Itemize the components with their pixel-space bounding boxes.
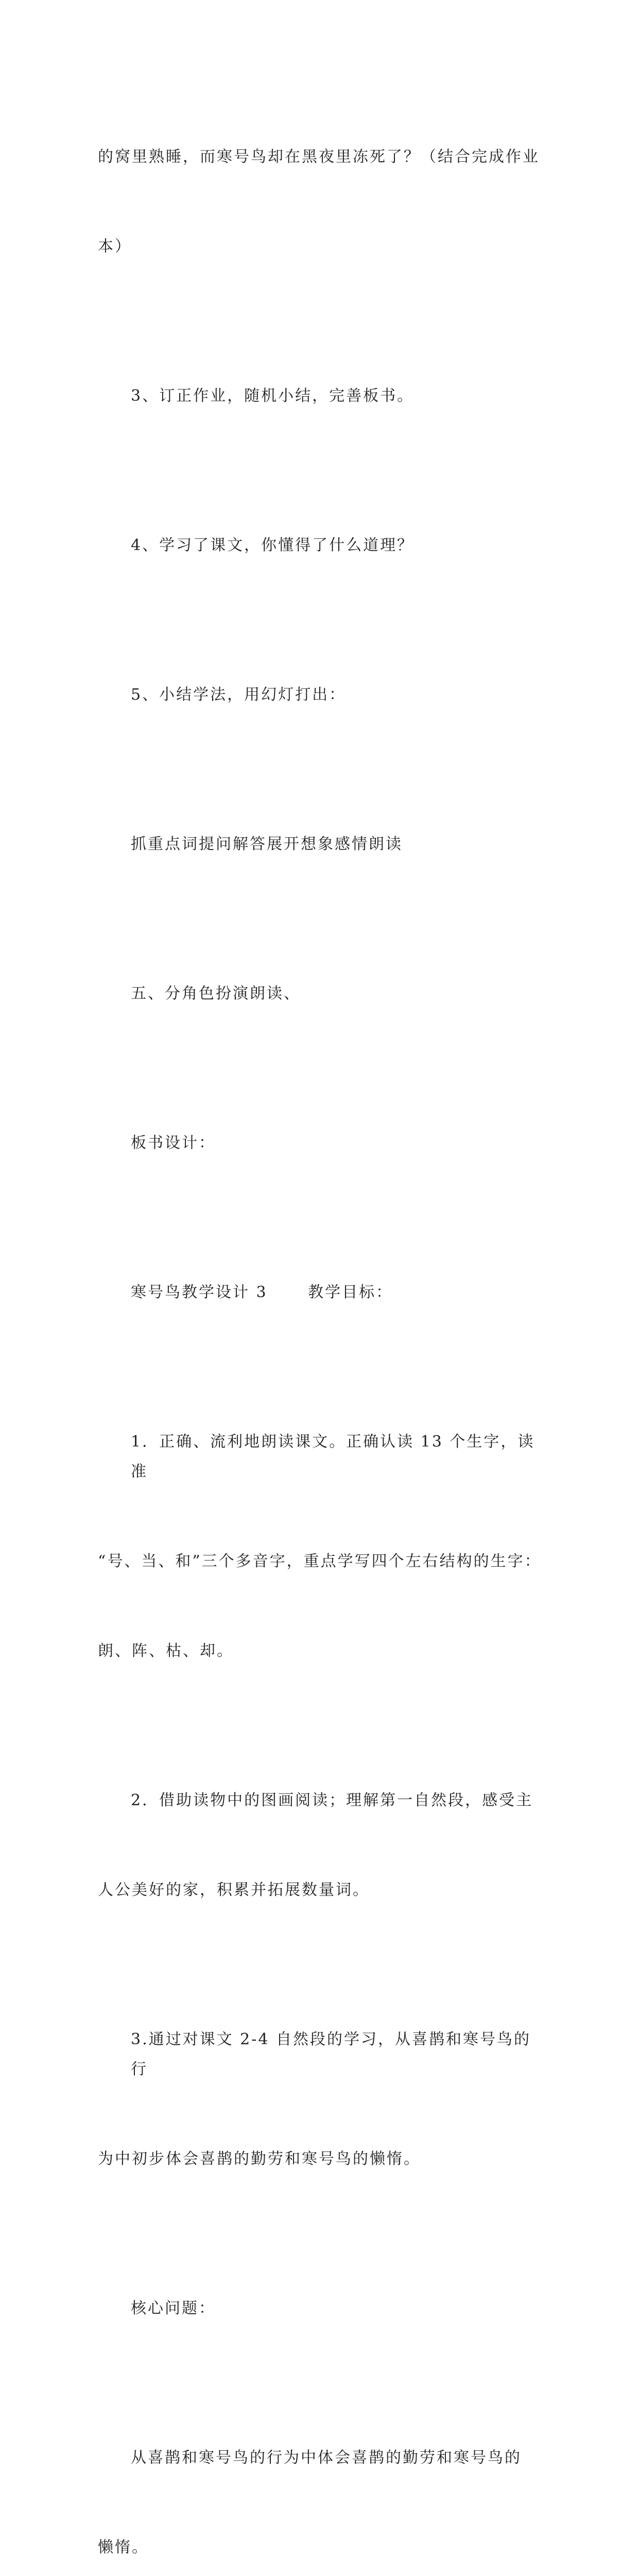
text-line: 懒惰。 [98,2538,149,2556]
text-line: “号、当、和”三个多音字，重点学写四个左右结构的生字： [98,1552,542,1570]
text-line: 为中初步体会喜鹊的勤劳和寒号鸟的懒惰。 [98,2150,421,2168]
text-line: 2．借助读物中的图画阅读；理解第一自然段，感受主 [131,1791,533,1809]
paragraph-4 [98,620,543,770]
paragraph-3 [98,471,543,620]
paragraph-8 [98,1218,543,1367]
text-line: 3.通过对课文 2-4 自然段的学习，从喜鹊和寒号鸟的行 [131,2030,531,2078]
text-line: 本） [98,238,132,256]
text-line: 核心问题： [131,2299,216,2317]
paragraph-13 [98,2383,543,2576]
text-line: 3、订正作业，随机小结，完善板书。 [131,387,415,405]
text-line: 朗、阵、枯、却。 [98,1642,234,1660]
text-line: 4、学习了课文，你懂得了什么道理？ [131,536,415,554]
text-line: 5、小结学法，用幻灯打出： [131,686,347,704]
text-line: 从喜鹊和寒号鸟的行为中体会喜鹊的勤劳和寒号鸟的 [131,2449,522,2467]
paragraph-2 [98,321,543,471]
document-body [98,82,543,2576]
paragraph-9 [98,1367,543,1726]
text-line: 的窝里熟睡，而寒号鸟却在黑夜里冻死了？（结合完成作业 [98,148,540,166]
paragraph-6 [98,919,543,1069]
text-line: 寒号鸟教学设计 3 教学目标： [131,1283,393,1301]
paragraph-7 [98,1069,543,1218]
text-line: 板书设计： [131,1134,216,1152]
paragraph-1 [98,82,543,321]
text-line: 1．正确、流利地朗读课文。正确认读 13 个生字，读准 [131,1433,535,1481]
paragraph-5 [98,770,543,919]
text-line: 人公美好的家，积累并拓展数量词。 [98,1881,370,1899]
paragraph-12 [98,2234,543,2383]
paragraph-10 [98,1726,543,1965]
paragraph-11 [98,1965,543,2234]
text-line: 抓重点词提问解答展开想象感情朗读 [131,835,403,853]
text-line: 五、分角色扮演朗读、 [131,985,301,1003]
